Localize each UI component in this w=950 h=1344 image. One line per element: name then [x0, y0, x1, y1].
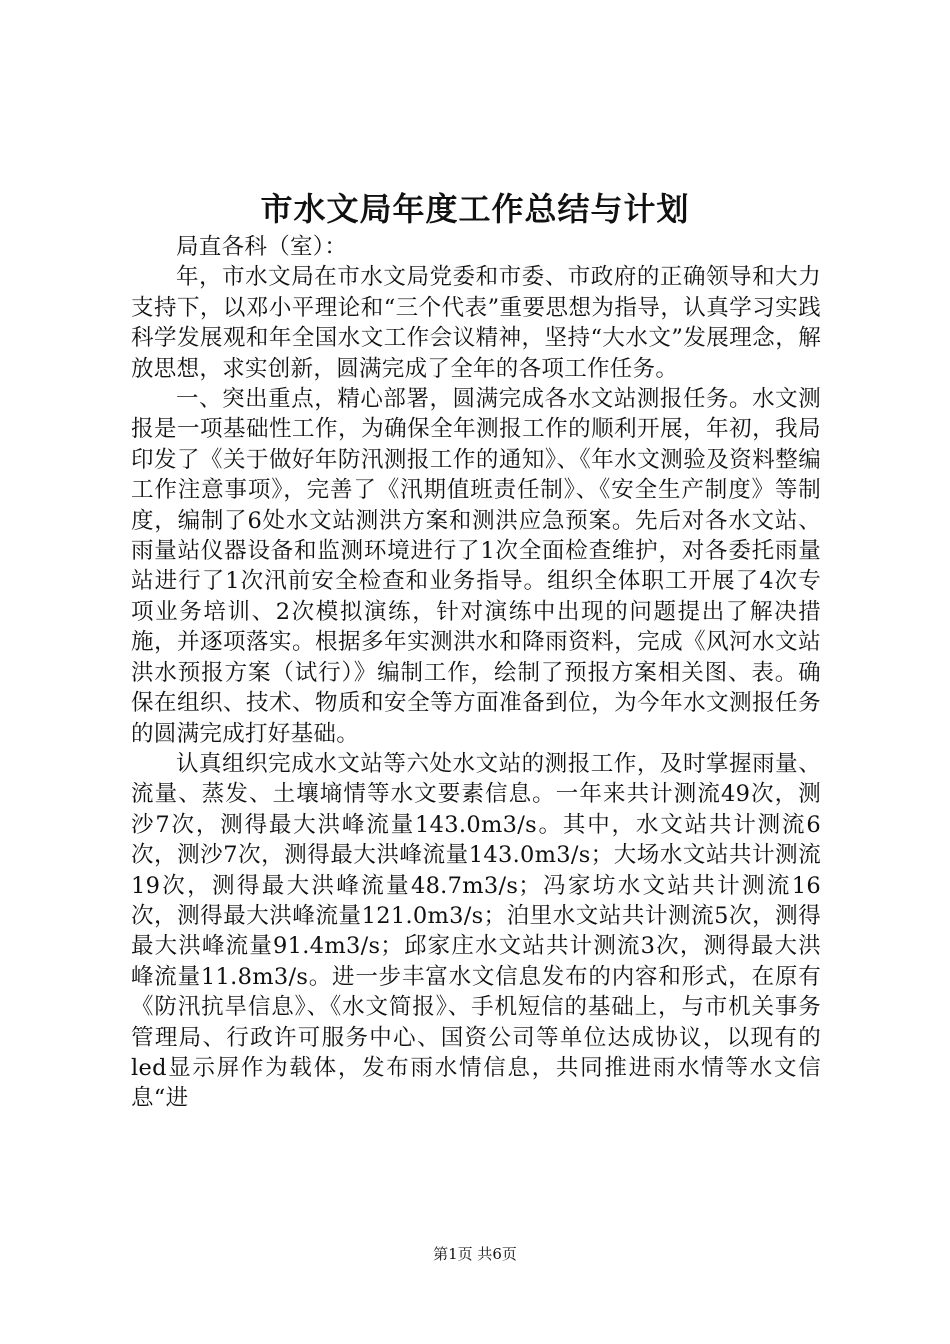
paragraph-section-one: 一、突出重点，精心部署，圆满完成各水文站测报任务。水文测报是一项基础性工作，为确保全年测报工作的顺利开展，年初，我局印发了《关于做好年防汛测报工作的通知》、《年水文测验及资料整编工作注意事项》，完善了《汛期值班责任制》、《安全生产制度》等制度，编制了6处水文站测洪方案和测洪应急预案。先后对各水文站、雨量站仪器设备和监测环境进行了1次全面检查维护，对各委托雨量站进行了1次汛前安全检查和业务指导。组织全体职工开展了4次专项业务培训、2次模拟演练，针对演练中出现的问题提出了解决措施，并逐项落实。根据多年实测洪水和降雨资料，完成《风河水文站洪水预报方案（试行）》编制工作，绘制了预报方案相关图、表。确保在组织、技术、物质和安全等方面准备到位，为今年水文测报任务的圆满完成打好基础。 — [131, 386, 821, 747]
paragraph-intro: 年，市水文局在市水文局党委和市委、市政府的正确领导和大力支持下，以邓小平理论和“三个代表”重要思想为指导，认真学习实践科学发展观和年全国水文工作会议精神，坚持“大水文”发展理念，解放思想，求实创新，圆满完成了全年的各项工作任务。 — [131, 264, 821, 382]
page-number-footer: 第1页 共6页 — [433, 1245, 517, 1263]
salutation: 局直各科（室）： — [176, 234, 348, 260]
paragraph-station-reports: 认真组织完成水文站等六处水文站的测报工作，及时掌握雨量、流量、蒸发、土壤墒情等水文要素信息。一年来共计测流49次，测沙7次，测得最大洪峰流量143.0m3/s。其中，水文站共计测流6次，测沙7次，测得最大洪峰流量143.0m3/s；大场水文站共计测流19次，测得最大洪峰流量48.7m3/s；冯家坊水文站共计测流16次，测得最大洪峰流量121.0m3/s；泊里水文站共计测流5次，测得最大洪峰流量91.4m3/s；邱家庄水文站共计测流3次，测得最大洪峰流量11.8m3/s。进一步丰富水文信息发布的内容和形式，在原有《防汛抗旱信息》、《水文简报》、手机短信的基础上，与市机关事务管理局、行政许可服务中心、国资公司等单位达成协议，以现有的led显示屏作为载体，发布雨水情信息，共同推进雨水情等水文信息“进 — [131, 750, 821, 1112]
document-title: 市水文局年度工作总结与计划 — [260, 190, 690, 228]
document-body — [131, 232, 821, 1114]
